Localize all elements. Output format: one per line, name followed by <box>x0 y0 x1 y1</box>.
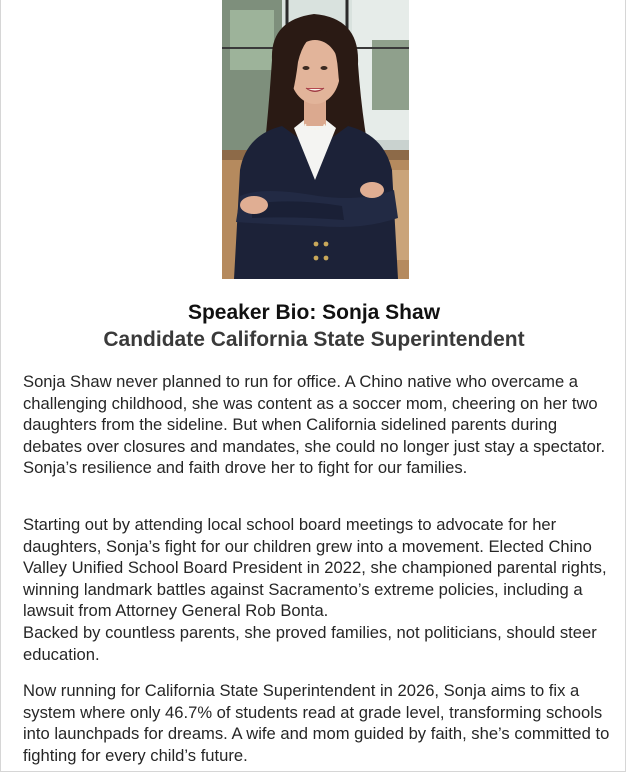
speaker-photo <box>222 0 409 279</box>
bio-subtitle: Candidate California State Superintendent <box>103 328 525 351</box>
bio-paragraph-2-continuation: Backed by countless parents, she proved families, not politicians, should steer education. <box>23 622 597 664</box>
bio-paragraph-1: Sonja Shaw never planned to run for office. A Chino native who overcame a challenging childhood, she was content as a soccer mom, cheering on her two daughters from the sideline. But when California sidelined parents during debates over closures and mandates, she could no longer just stay a spectator. Sonja’s resilience and faith drove her to fight for our families. <box>23 372 606 478</box>
bio-paragraph-3: Now running for California State Superintendent in 2026, Sonja aims to fix a system where only 46.7% of students read at grade level, transforming schools into launchpads for dreams. A wife and mom guided by faith, she’s committed to fighting for every child’s future. <box>23 681 610 765</box>
bio-paragraph-2-text: Starting out by attending local school board meetings to advocate for her daughters, Sonja’s fight for our children grew into a movement. Elected Chino Valley Unified School Board President in 2022, she championed parental rights, winning landmark battles against Sacramento’s extreme policies, including a lawsuit from Attorney General Rob Bonta. <box>23 515 607 621</box>
bio-paragraph-2 <box>23 514 613 665</box>
portrait-image <box>222 0 409 279</box>
bio-title: Speaker Bio: Sonja Shaw <box>187 301 441 324</box>
